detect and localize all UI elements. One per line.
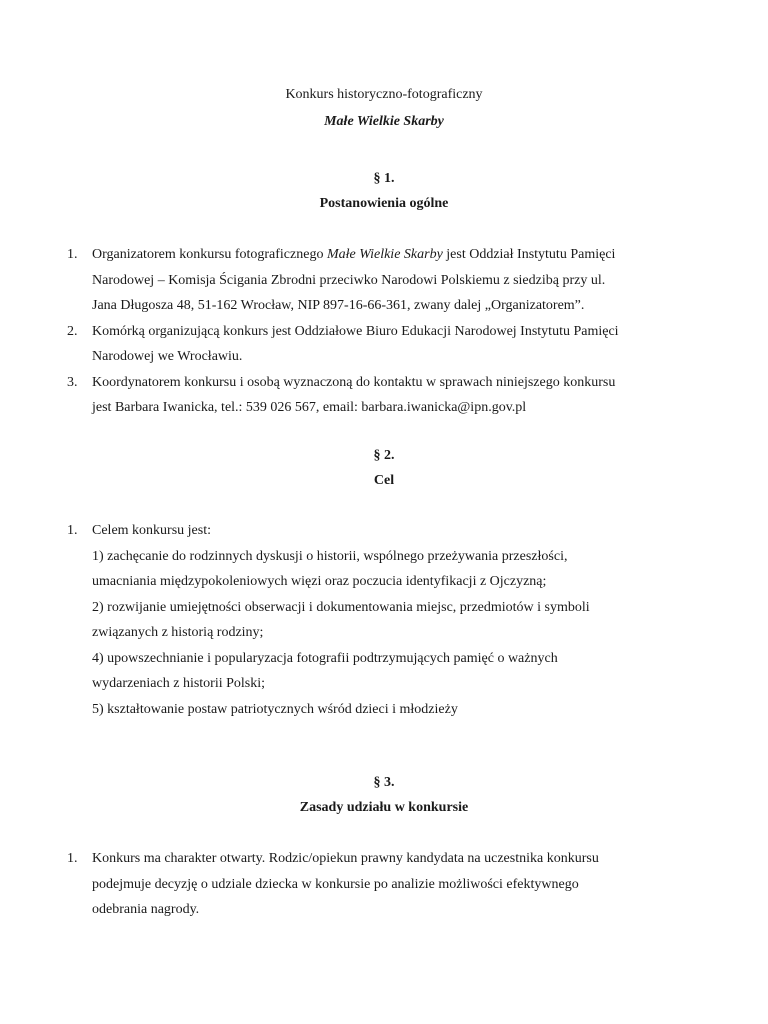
section-1-number: § 1. <box>373 171 395 186</box>
contest-name: Małe Wielkie Skarby <box>326 247 443 262</box>
text-run: Organizatorem konkursu fotograficznego <box>92 247 327 262</box>
list-item-line: 5) kształtowanie postaw patriotycznych wśród dzieci i młodzieży <box>92 701 458 717</box>
list-item-line: odebrania nagrody. <box>92 902 200 917</box>
list-item-line: Narodowej – Komisja Ścigania Zbrodni przeciwko Narodowi Polskiemu z siedzibą przy ul. <box>92 272 606 288</box>
list-item-number: 1. <box>67 851 78 866</box>
document-title: Konkurs historyczno-fotograficzny <box>285 87 483 102</box>
list-item-number: 1. <box>67 247 78 262</box>
list-item <box>67 319 679 370</box>
list-item-line: Celem konkursu jest: <box>92 523 211 538</box>
section-2-list <box>67 518 679 722</box>
list-item-line: 1) zachęcanie do rodzinnych dyskusji o historii, wspólnego przeżywania przeszłości, <box>92 548 568 564</box>
list-item-line: Konkurs ma charakter otwarty. Rodzic/opiekun prawny kandydata na uczestnika konkursu <box>92 851 599 866</box>
list-item <box>67 518 679 722</box>
section-3-heading: Zasady udziału w konkursie <box>299 800 469 815</box>
section-1-heading: Postanowienia ogólne <box>319 196 449 211</box>
list-item-line: umacniania międzypokoleniowych więzi oraz poczucia identyfikacji z Ojczyzną; <box>92 574 547 589</box>
list-item-line: Jana Długosza 48, 51-162 Wrocław, NIP 897-16-66-361, zwany dalej „Organizatorem”. <box>92 298 585 313</box>
list-item <box>67 370 679 421</box>
list-item-line: Narodowej we Wrocławiu. <box>92 349 243 364</box>
list-item-line <box>92 242 679 268</box>
list-item <box>67 242 679 319</box>
section-2-heading: Cel <box>373 473 395 488</box>
section-1-list <box>67 242 679 421</box>
list-item-line: Komórką organizującą konkurs jest Oddziałowe Biuro Edukacji Narodowej Instytutu Pamięci <box>92 323 619 339</box>
list-item-line: związanych z historią rodziny; <box>92 625 264 640</box>
text-run: jest Oddział Instytutu Pamięci <box>442 247 616 262</box>
section-3-list <box>67 846 679 923</box>
list-item-line: jest Barbara Iwanicka, tel.: 539 026 567, email: barbara.iwanicka@ipn.gov.pl <box>92 400 527 415</box>
list-item-number: 2. <box>67 323 78 339</box>
list-item-line: 2) rozwijanie umiejętności obserwacji i dokumentowania miejsc, przedmiotów i symboli <box>92 599 590 615</box>
section-3-number: § 3. <box>373 775 395 790</box>
list-item-line: podejmuje decyzję o udziale dziecka w konkursie po analizie możliwości efektywnego <box>92 876 579 892</box>
section-2-number: § 2. <box>373 448 395 463</box>
document-subtitle: Małe Wielkie Skarby <box>324 114 444 129</box>
list-item-line: wydarzeniach z historii Polski; <box>92 676 266 691</box>
list-item-number: 1. <box>67 523 78 538</box>
list-item-line: 4) upowszechnianie i popularyzacja fotografii podtrzymujących pamięć o ważnych <box>92 650 558 666</box>
list-item-number: 3. <box>67 374 78 390</box>
list-item <box>67 846 679 923</box>
list-item-line: Koordynatorem konkursu i osobą wyznaczoną do kontaktu w sprawach niniejszego konkursu <box>92 374 616 390</box>
